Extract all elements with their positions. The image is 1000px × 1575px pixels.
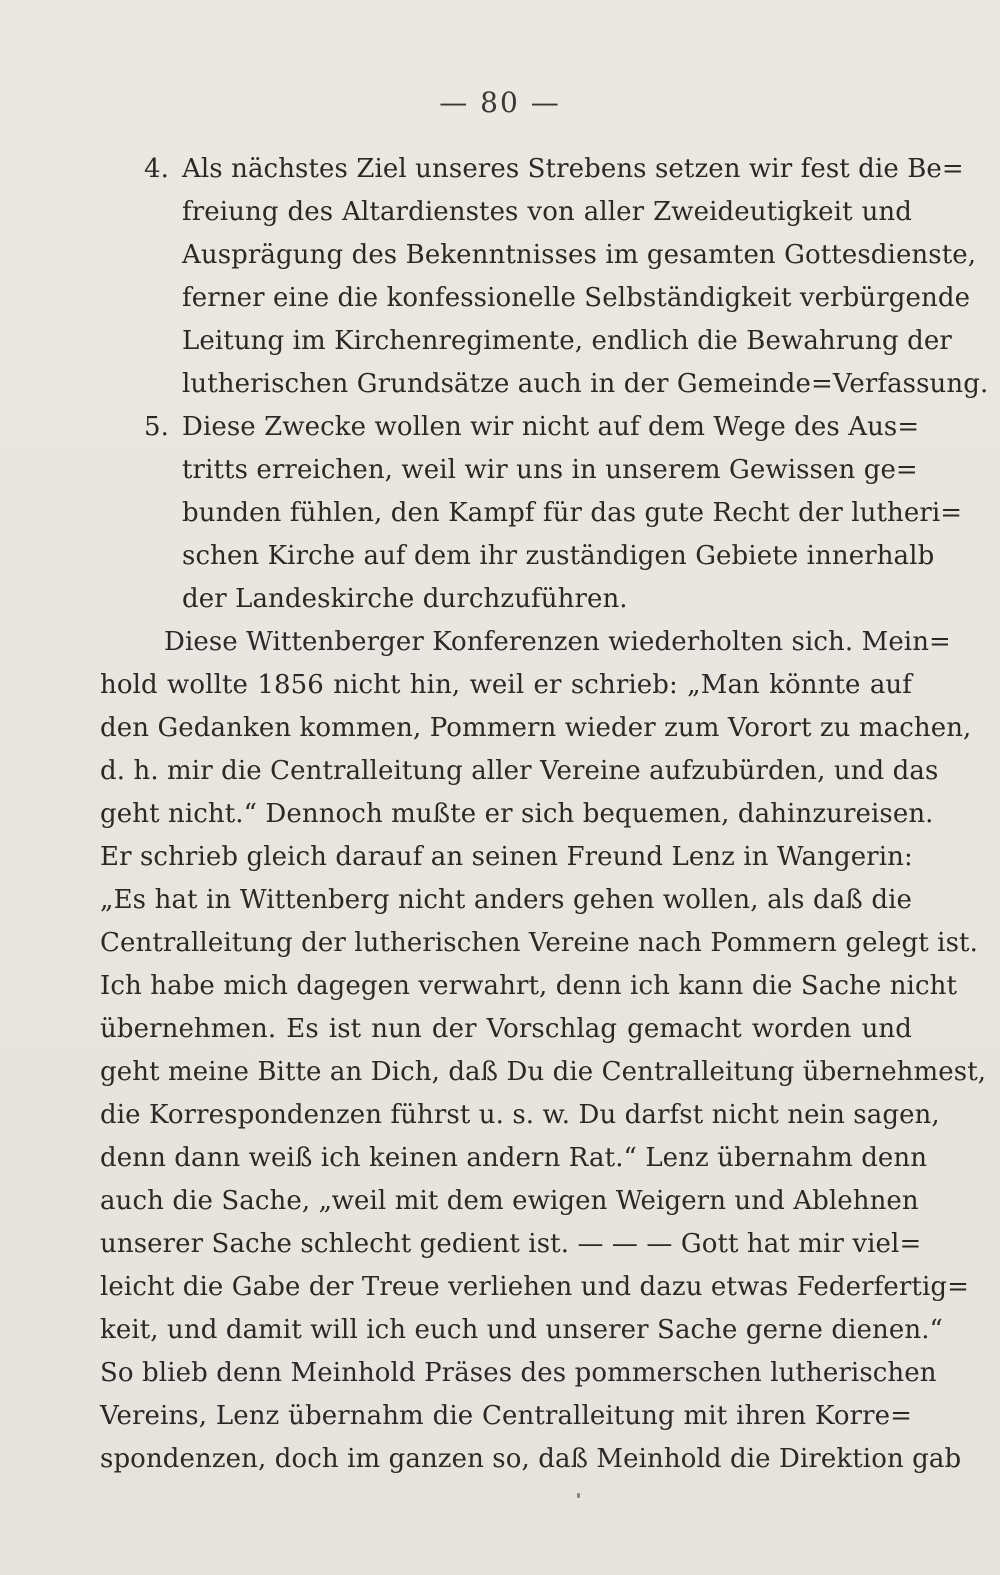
text-line: denn dann weiß ich keinen andern Rat.“ Lenz übernahm denn [100,1143,928,1173]
body-paragraph [100,621,987,1481]
text-line: Er schrieb gleich darauf an seinen Freund Lenz in Wangerin: [100,842,913,872]
paper-speck [577,1493,580,1498]
text-line: freiung des Altardienstes von aller Zweideutigkeit und [182,197,912,227]
text-line: Ich habe mich dagegen verwahrt, denn ich kann die Sache nicht [100,971,958,1001]
item-text: Als nächstes Ziel unseres Strebens setzen wir fest die Be= [182,154,964,184]
text-line: „Es hat in Wittenberg nicht anders gehen wollen, als daß die [100,885,912,915]
text-line: ferner eine die konfessionelle Selbständigkeit verbürgende [182,283,971,313]
text-line: hold wollte 1856 nicht hin, weil er schrieb: „Man könnte auf [100,670,912,700]
text-line: spondenzen, doch im ganzen so, daß Meinhold die Direktion gab [100,1444,962,1474]
text-line: leicht die Gabe der Treue verliehen und dazu etwas Federfertig= [100,1272,969,1302]
text-line: So blieb denn Meinhold Präses des pommerschen lutherischen [100,1358,937,1388]
text-line [100,148,964,191]
text-line: Ausprägung des Bekenntnisses im gesamten Gottesdienste, [182,240,977,270]
text-line: geht meine Bitte an Dich, daß Du die Centralleitung übernehmest, [100,1057,987,1087]
text-line: geht nicht.“ Dennoch mußte er sich bequemen, dahinzureisen. [100,799,934,829]
item-text: Diese Zwecke wollen wir nicht auf dem Wege des Aus= [182,412,920,442]
text-line: auch die Sache, „weil mit dem ewigen Weigern und Ablehnen [100,1186,919,1216]
text-line: Diese Wittenberger Konferenzen wiederholten sich. Mein= [164,627,951,657]
page-body [100,148,989,1481]
text-line: lutherischen Grundsätze auch in der Gemeinde=Verfassung. [182,369,989,399]
text-line: d. h. mir die Centralleitung aller Vereine aufzubürden, und das [100,756,939,786]
text-line: die Korrespondenzen führst u. s. w. Du darfst nicht nein sagen, [100,1100,940,1130]
text-line: den Gedanken kommen, Pommern wieder zum Vorort zu machen, [100,713,972,743]
text-line: Centralleitung der lutherischen Vereine nach Pommern gelegt ist. [100,928,978,958]
text-line: Vereins, Lenz übernahm die Centralleitung mit ihren Korre= [100,1401,912,1431]
numbered-item-4 [100,148,989,406]
text-line: schen Kirche auf dem ihr zuständigen Gebiete innerhalb [182,541,935,571]
text-line: bunden fühlen, den Kampf für das gute Recht der lutheri= [182,498,963,528]
item-number: 5. [144,412,170,442]
text-line: Leitung im Kirchenregimente, endlich die Bewahrung der [182,326,952,356]
page-number: — 80 — [439,86,561,119]
text-line: unserer Sache schlecht gedient ist. — — — Gott hat mir viel= [100,1229,922,1259]
item-number: 4. [144,154,170,184]
text-line: der Landeskirche durchzuführen. [182,584,628,614]
text-line: tritts erreichen, weil wir uns in unserem Gewissen ge= [182,455,918,485]
numbered-item-5 [100,406,963,621]
text-line [100,406,920,449]
text-line: übernehmen. Es ist nun der Vorschlag gemacht worden und [100,1014,912,1044]
text-line: keit, und damit will ich euch und unserer Sache gerne dienen.“ [100,1315,943,1345]
